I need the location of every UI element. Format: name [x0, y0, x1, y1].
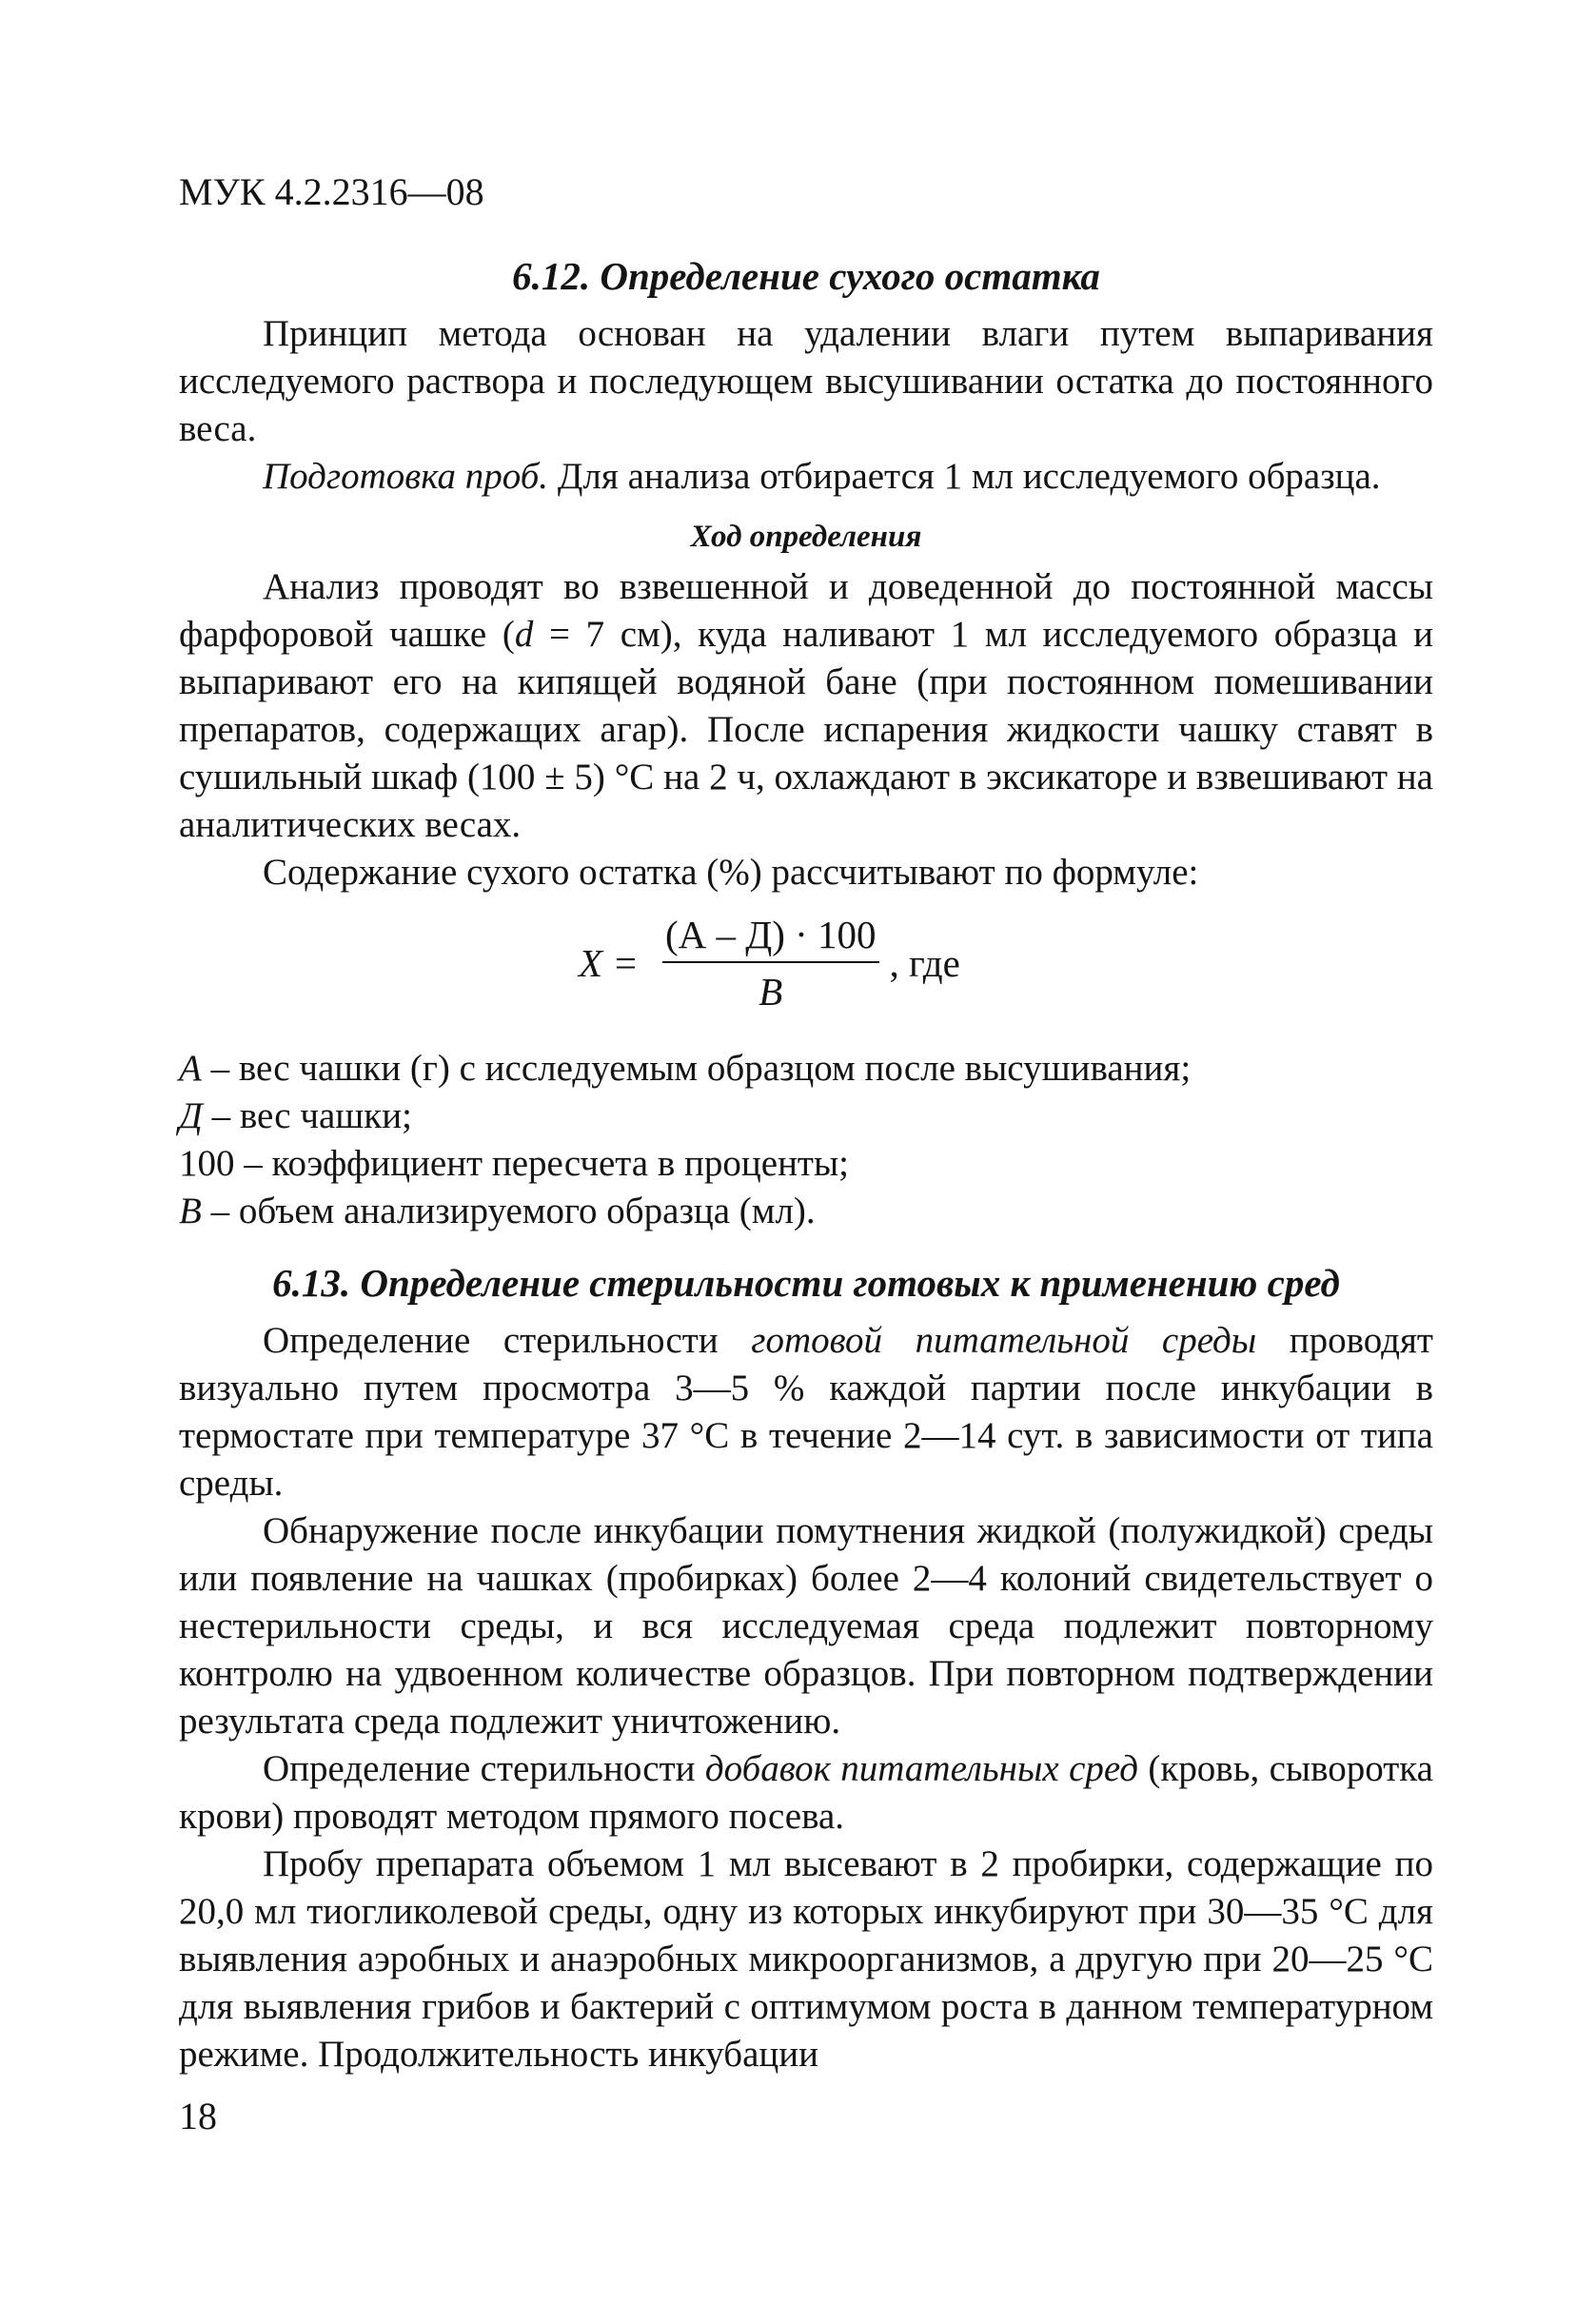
media-sterility-b: проводят визуально путем просмотра 3—5 % каждой партии после инкубации в термостате при температуре 37 °С в течение 2—14 сут. в зависимости от типа среды. — [179, 1320, 1433, 1504]
legend-symbol: А — [179, 1048, 202, 1089]
formula-fraction — [660, 912, 882, 1014]
paragraph-sample-prep — [179, 453, 1433, 501]
paragraph-contamination: Обнаружение после инкубации помутнения жидкой (полужидкой) среды или появление на чашках (пробирках) более 2—4 колоний свидетельствует о нестерильности среды, и вся исследуемая среда подлежит повторному контролю на удвоенном количестве образцов. При повторном подтверждении результата среда подлежит уничтожению. — [179, 1510, 1433, 1742]
formula-numerator: (А – Д) · 100 — [664, 913, 877, 956]
formula-suffix: , где — [889, 941, 960, 985]
formula-denominator: В — [759, 970, 783, 1014]
formula-lhs: X = — [579, 941, 639, 985]
additives-sterility-a: Определение стерильности — [263, 1748, 705, 1789]
additives-sterility-b: (кровь, сыворотка крови) проводят методом прямого посева. — [179, 1748, 1433, 1837]
paragraph-media-sterility — [179, 1317, 1433, 1507]
procedure-d-symbol: d — [514, 614, 534, 655]
legend-text: 100 – коэффициент пересчета в проценты; — [179, 1143, 850, 1184]
legend-item — [179, 1093, 1433, 1140]
page-content — [179, 249, 1433, 2078]
document-code: МУК 4.2.2316—08 — [179, 170, 484, 213]
page-number: 18 — [179, 2095, 217, 2137]
paragraph-method-principle: Принцип метода основан на удалении влаги путем выпаривания исследуемого раствора и последующем высушивании остатка до постоянного веса. — [179, 313, 1433, 449]
legend-item — [179, 1140, 1433, 1188]
dry-residue-formula — [579, 904, 1433, 1022]
sample-prep-lead: Подготовка проб. — [263, 456, 549, 497]
media-sterility-a: Определение стерильности — [263, 1320, 752, 1361]
procedure-text-b: = 7 см), куда наливают 1 мл исследуемого образца и выпаривают его на кипящей водяной бане (при постоянном помешивании препаратов, содержащих агар). После испарения жидкости чашку ставят в сушильный шкаф (100 ± 5) °С на 2 ч, охлаждают в эксикаторе и взвешивают на аналитических весах. — [179, 614, 1433, 845]
paragraph-formula-intro: Содержание сухого остатка (%) рассчитывают по формуле: — [263, 852, 1199, 893]
paragraph-procedure — [179, 563, 1433, 849]
legend-text: – вес чашки (г) с исследуемым образцом после высушивания; — [201, 1048, 1192, 1089]
paragraph-additives-sterility — [179, 1745, 1433, 1841]
media-sterility-italic: готовой питательной среды — [751, 1320, 1257, 1361]
legend-text: – вес чашки; — [202, 1095, 412, 1136]
paragraph-sample-inoculation: Пробу препарата объемом 1 мл высевают в 2 пробирки, содержащие по 20,0 мл тиогликолевой среды, одну из которых инкубируют при 30—35 °С для выявления аэробных и анаэробных микроорганизмов, а другую при 20—25 °С для выявления грибов и бактерий с оптимумом роста в данном температурном режиме. Продолжительность инкубации — [179, 1843, 1433, 2075]
procedure-text-a: Анализ проводят во взвешенной и доведенной до постоянной массы фарфоровой чашке ( — [179, 566, 1433, 655]
sample-prep-rest: Для анализа отбирается 1 мл исследуемого образца. — [548, 456, 1381, 497]
procedure-subheading: Ход определения — [690, 520, 922, 554]
section-6-13-title: 6.13. Определение стерильности готовых к применению сред — [272, 1261, 1340, 1305]
legend-symbol: Д — [179, 1095, 203, 1136]
section-6-12-title: 6.12. Определение сухого остатка — [512, 254, 1100, 298]
legend-item — [179, 1188, 1433, 1235]
legend-text: – объем анализируемого образца (мл). — [201, 1191, 816, 1231]
legend-symbol: В — [179, 1191, 202, 1231]
legend-item — [179, 1045, 1433, 1093]
additives-sterility-italic: добавок питательных сред — [704, 1748, 1138, 1789]
